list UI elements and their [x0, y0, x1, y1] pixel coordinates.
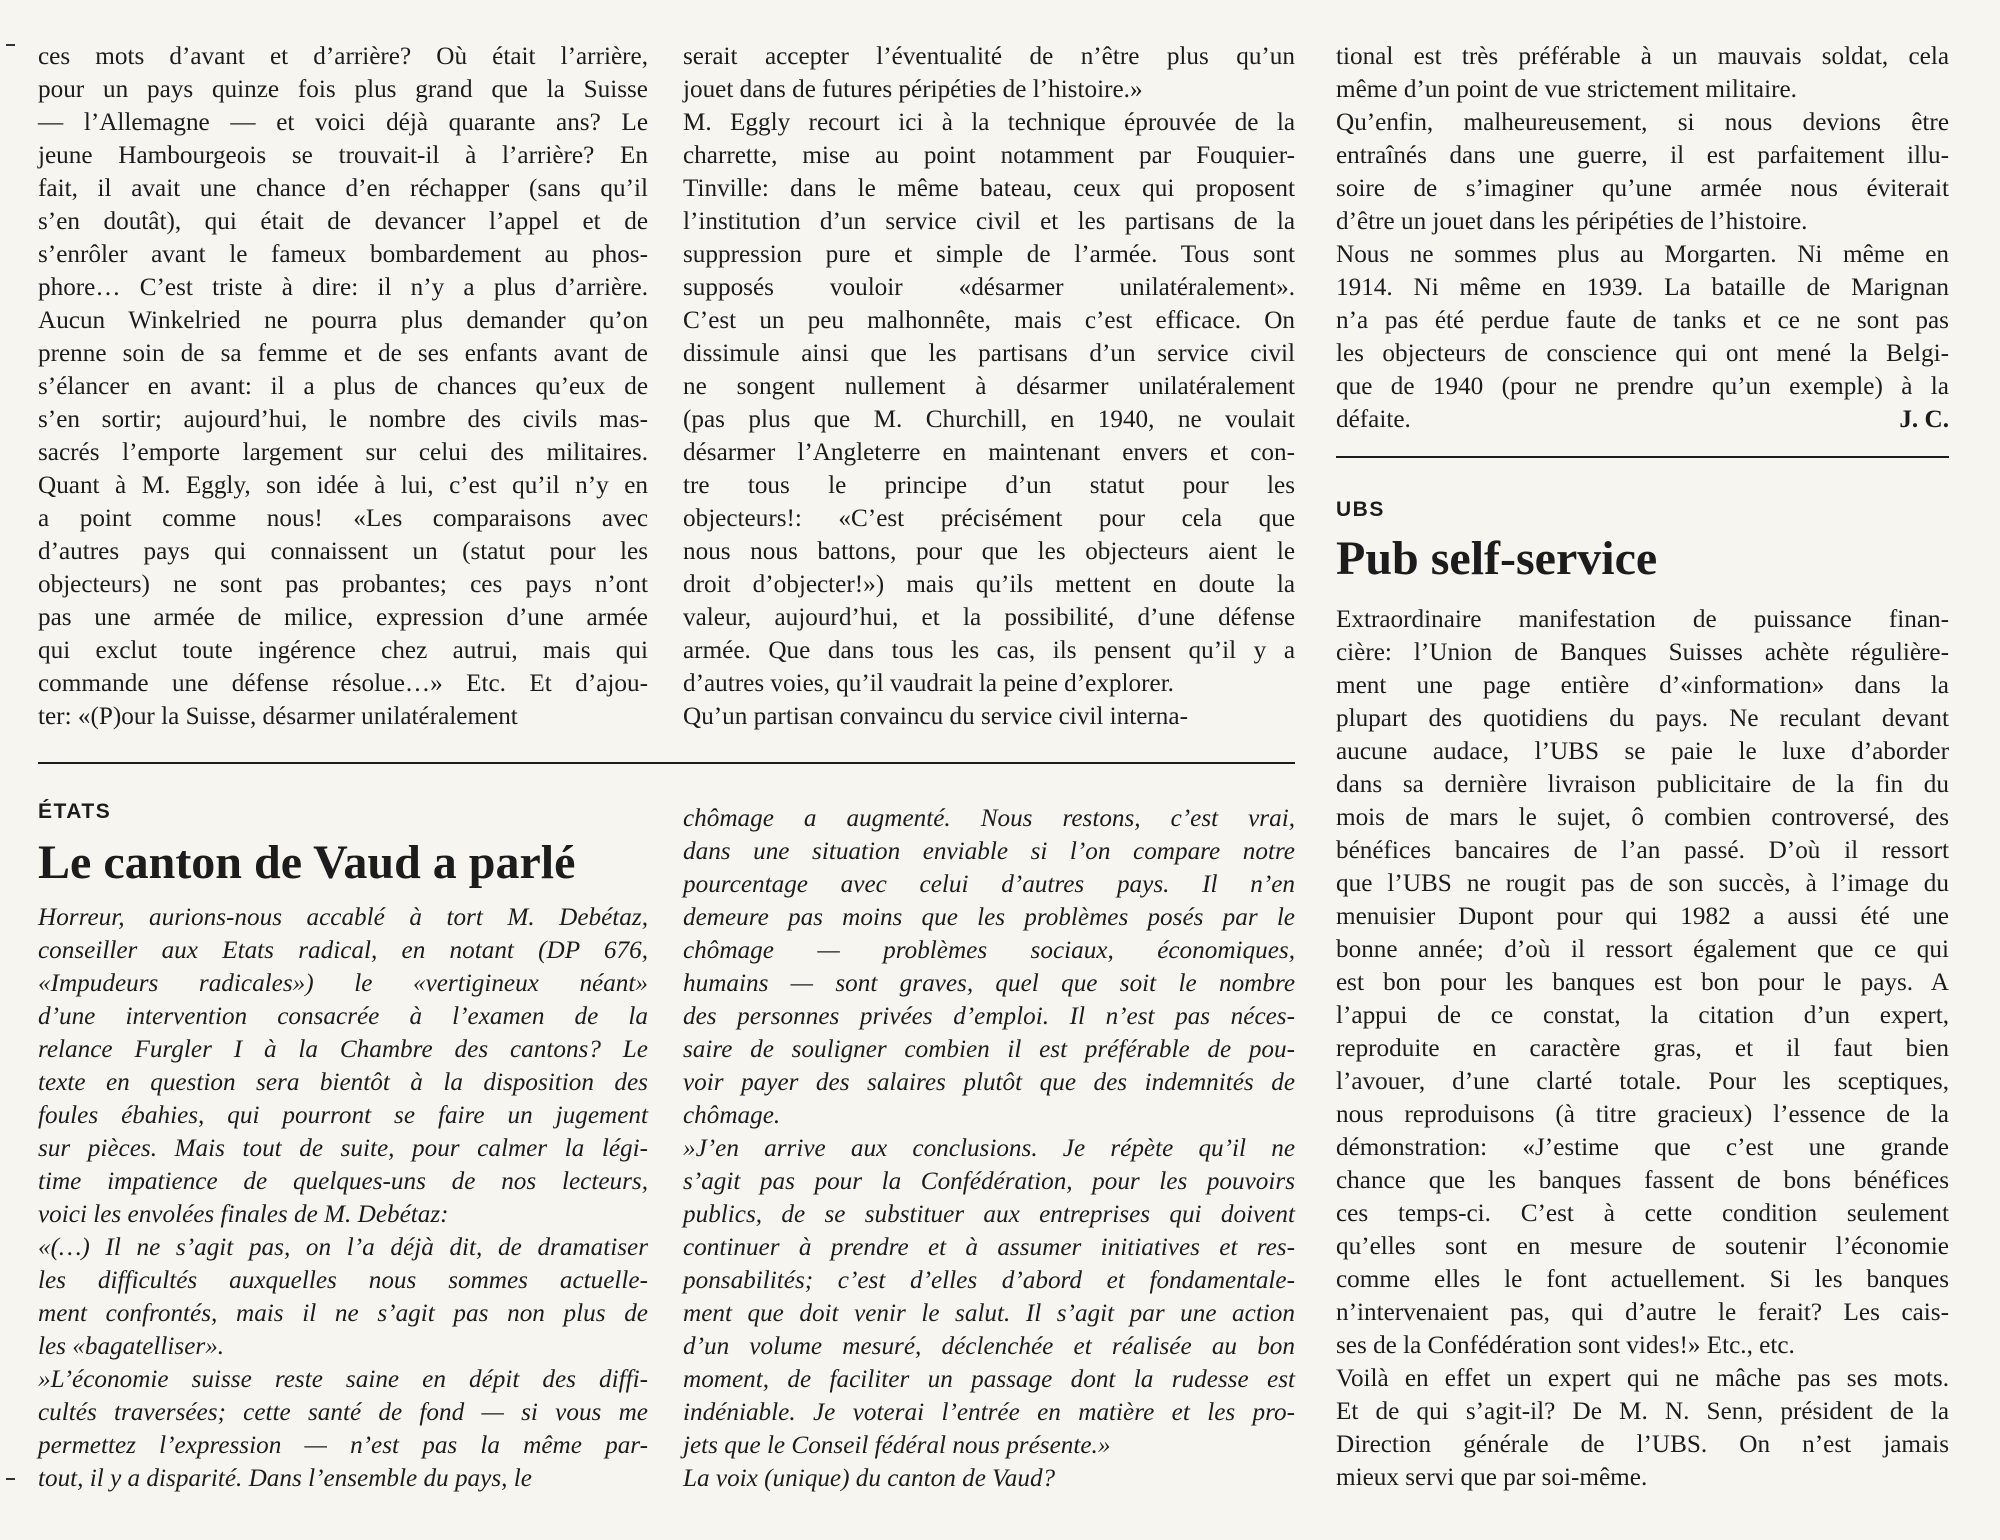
- text-line: »L’économie suisse reste saine en dépit des diffi-: [38, 1366, 648, 1393]
- text-line: pour un pays quinze fois plus grand que la Suisse: [38, 76, 648, 103]
- text-line: relance Furgler I à la Chambre des cantons? Le: [38, 1036, 648, 1063]
- text-line: n’a pas été perdue faute de tanks et ce ne sont pas: [1336, 307, 1949, 334]
- text-line: charrette, mise au point notamment par Fouquier-: [683, 142, 1295, 169]
- text-line: fait, il avait une chance d’en réchapper (sans qu’il: [38, 175, 648, 202]
- text-line: d’autres voies, qu’il vaudrait la peine d’explorer.: [683, 670, 1174, 697]
- text-line: chômage — problèmes sociaux, économiques,: [683, 937, 1295, 964]
- text-line: moment, de faciliter un passage dont la rudesse est: [683, 1366, 1295, 1393]
- text-line: humains — sont graves, quel que soit le nombre: [683, 970, 1295, 997]
- text-line: supposés vouloir «désarmer unilatéralement».: [683, 274, 1295, 301]
- text-line: pourcentage avec celui d’autres pays. Il n’en: [683, 871, 1295, 898]
- text-line: ces temps-ci. C’est à cette condition seulement: [1336, 1200, 1949, 1227]
- text-line: serait accepter l’éventualité de n’être plus qu’un: [683, 43, 1295, 70]
- text-line: texte en question sera bientôt à la disposition des: [38, 1069, 648, 1096]
- text-line: aucune audace, l’UBS se paie le luxe d’aborder: [1336, 738, 1949, 765]
- text-line: tional est très préférable à un mauvais soldat, cela: [1336, 43, 1949, 70]
- text-line: les difficultés auxquelles nous sommes actuelle-: [38, 1267, 648, 1294]
- etats-headline: Le canton de Vaud a parlé: [38, 836, 576, 889]
- text-line: bonne année; d’où il ressort également que ce qui: [1336, 936, 1949, 963]
- text-line: s’en sortir; aujourd’hui, le nombre des civils mas-: [38, 406, 648, 433]
- text-line: Quant à M. Eggly, son idée à lui, c’est qu’il n’y en: [38, 472, 648, 499]
- text-line: qu’elles sont en mesure de soutenir l’économie: [1336, 1233, 1949, 1260]
- text-line: sacrés l’emporte largement sur celui des militaires.: [38, 439, 648, 466]
- text-line: tre tous le principe d’un statut pour les: [683, 472, 1295, 499]
- text-line: demeure pas moins que les problèmes posés par le: [683, 904, 1295, 931]
- text-line: que de 1940 (pour ne prendre qu’un exemple) à la: [1336, 373, 1949, 400]
- text-line: Et de qui s’agit-il? De M. N. Senn, président de la: [1336, 1398, 1949, 1425]
- text-line: des personnes privées d’emploi. Il n’est pas néces-: [683, 1003, 1295, 1030]
- text-line: Voilà en effet un expert qui ne mâche pas ses mots.: [1336, 1365, 1949, 1392]
- text-line: l’avouer, d’une clarté totale. Pour les sceptiques,: [1336, 1068, 1949, 1095]
- text-line: dans sa dernière livraison publicitaire de la fin du: [1336, 771, 1949, 798]
- text-line: que l’UBS ne rougit pas de son succès, à l’image du: [1336, 870, 1949, 897]
- text-line: ment une page entière d’«information» dans la: [1336, 672, 1949, 699]
- text-line: chômage a augmenté. Nous restons, c’est vrai,: [683, 805, 1295, 832]
- text-line: Direction générale de l’UBS. On n’est jamais: [1336, 1431, 1949, 1458]
- text-line: d’une intervention consacrée à l’examen de la: [38, 1003, 648, 1030]
- text-line: Horreur, aurions-nous accablé à tort M. Debétaz,: [38, 904, 648, 931]
- margin-tick-bottom: [6, 1478, 15, 1480]
- text-line: 1914. Ni même en 1939. La bataille de Marignan: [1336, 274, 1949, 301]
- text-line: droit d’objecter!») mais qu’ils mettent en doute la: [683, 571, 1295, 598]
- text-line: entraînés dans une guerre, il est parfaitement illu-: [1336, 142, 1949, 169]
- text-line: continuer à prendre et à assumer initiatives et res-: [683, 1234, 1295, 1261]
- text-line: foules ébahies, qui pourront se faire un jugement: [38, 1102, 648, 1129]
- signature: J. C.: [1899, 406, 1949, 433]
- ubs-kicker: UBS: [1336, 498, 1385, 521]
- text-line: tout, il y a disparité. Dans l’ensemble du pays, le: [38, 1465, 532, 1492]
- text-line: dissimule ainsi que les partisans d’un service civil: [683, 340, 1295, 367]
- text-line: «Impudeurs radicales») le «vertigineux néant»: [38, 970, 648, 997]
- text-line: — l’Allemagne — et voici déjà quarante ans? Le: [38, 109, 648, 136]
- text-line: permettez l’expression — n’est pas la même par-: [38, 1432, 648, 1459]
- text-line: s’enrôler avant le fameux bombardement au phos-: [38, 241, 648, 268]
- text-line: ne songent nullement à désarmer unilatéralement: [683, 373, 1295, 400]
- text-line: Extraordinaire manifestation de puissance finan-: [1336, 606, 1949, 633]
- text-line: ses de la Confédération sont vides!» Etc., etc.: [1336, 1332, 1795, 1359]
- text-line: d’un volume mesuré, déclenchée et réalisée au bon: [683, 1333, 1295, 1360]
- text-line: Tinville: dans le même bateau, ceux qui proposent: [683, 175, 1295, 202]
- text-line: mieux servi que par soi-même.: [1336, 1464, 1648, 1491]
- text-line: indéniable. Je voterai l’entrée en matière et les pro-: [683, 1399, 1295, 1426]
- text-line: s’élancer en avant: il a plus de chances qu’eux de: [38, 373, 648, 400]
- text-line: time impatience de quelques-uns de nos lecteurs,: [38, 1168, 648, 1195]
- text-line: l’institution d’un service civil et les partisans de la: [683, 208, 1295, 235]
- text-line: est bon pour les banques est bon pour le pays. A: [1336, 969, 1949, 996]
- text-line: La voix (unique) du canton de Vaud?: [683, 1465, 1056, 1492]
- text-line: les «bagatelliser».: [38, 1333, 225, 1360]
- text-line: ment confrontés, mais il ne s’agit pas non plus de: [38, 1300, 648, 1327]
- text-line: objecteurs!: «C’est précisément pour cela que: [683, 505, 1295, 532]
- margin-tick-top: [6, 44, 15, 46]
- text-line: cière: l’Union de Banques Suisses achète régulière-: [1336, 639, 1949, 666]
- text-line: menuisier Dupont pour qui 1982 a aussi été une: [1336, 903, 1949, 930]
- text-line: dans une situation enviable si l’on compare notre: [683, 838, 1295, 865]
- text-line: Aucun Winkelried ne pourra plus demander qu’on: [38, 307, 648, 334]
- text-line: chômage.: [683, 1102, 781, 1129]
- text-line: M. Eggly recourt ici à la technique éprouvée de la: [683, 109, 1295, 136]
- text-line: plupart des quotidiens du pays. Ne reculant devant: [1336, 705, 1949, 732]
- text-line: commande une défense résolue…» Etc. Et d’ajou-: [38, 670, 648, 697]
- text-line: jets que le Conseil fédéral nous présente.»: [683, 1432, 1111, 1459]
- ubs-headline: Pub self-service: [1336, 532, 1658, 585]
- text-line: nous reproduisons (à titre gracieux) l’essence de la: [1336, 1101, 1949, 1128]
- text-line: reproduite en caractère gras, et il faut bien: [1336, 1035, 1949, 1062]
- text-line: bénéfices bancaires de l’an passé. D’où il ressort: [1336, 837, 1949, 864]
- text-line: voici les envolées finales de M. Debétaz:: [38, 1201, 449, 1228]
- divider-right-column: [1336, 456, 1949, 458]
- text-line: chance que les banques fassent de bons bénéfices: [1336, 1167, 1949, 1194]
- text-line: »J’en arrive aux conclusions. Je répète qu’il ne: [683, 1135, 1295, 1162]
- text-line: ter: «(P)our la Suisse, désarmer unilatéralement: [38, 703, 518, 730]
- text-line: ponsabilités; c’est d’elles d’abord et fondamentale-: [683, 1267, 1295, 1294]
- text-line: prenne soin de sa femme et de ses enfants avant de: [38, 340, 648, 367]
- text-line: ment que doit venir le salut. Il s’agit par une action: [683, 1300, 1295, 1327]
- text-line: s’en doutât), qui était de devancer l’appel et de: [38, 208, 648, 235]
- text-line: les objecteurs de conscience qui ont mené la Belgi-: [1336, 340, 1949, 367]
- text-line: «(…) Il ne s’agit pas, on l’a déjà dit, de dramatiser: [38, 1234, 648, 1261]
- text-line: mois de mars le sujet, ô combien controversé, des: [1336, 804, 1949, 831]
- etats-kicker: ÉTATS: [38, 800, 112, 823]
- text-line: jouet dans de futures péripéties de l’histoire.»: [683, 76, 1143, 103]
- text-line: pas une armée de milice, expression d’une armée: [38, 604, 648, 631]
- text-line: sur pièces. Mais tout de suite, pour calmer la légi-: [38, 1135, 648, 1162]
- text-line: ces mots d’avant et d’arrière? Où était l’arrière,: [38, 43, 648, 70]
- text-line: voir payer des salaires plutôt que des indemnités de: [683, 1069, 1295, 1096]
- text-line: défaite.: [1336, 406, 1411, 433]
- text-line: Nous ne sommes plus au Morgarten. Ni même en: [1336, 241, 1949, 268]
- text-line: nous nous battons, pour que les objecteurs aient le: [683, 538, 1295, 565]
- text-line: soire de s’imaginer qu’une armée nous éviterait: [1336, 175, 1949, 202]
- text-line: même d’un point de vue strictement militaire.: [1336, 76, 1797, 103]
- text-line: publics, de se substituer aux entreprises qui doivent: [683, 1201, 1295, 1228]
- text-line: l’appui de ce constat, la citation d’un expert,: [1336, 1002, 1949, 1029]
- text-line: Qu’un partisan convaincu du service civil interna-: [683, 703, 1188, 730]
- text-line: (pas plus que M. Churchill, en 1940, ne voulait: [683, 406, 1295, 433]
- text-line: comme elles le font actuellement. Si les banques: [1336, 1266, 1949, 1293]
- text-line: armée. Que dans tous les cas, ils pensent qu’il y a: [683, 637, 1295, 664]
- text-line: C’est un peu malhonnête, mais c’est efficace. On: [683, 307, 1295, 334]
- text-line: jeune Hambourgeois se trouvait-il à l’arrière? En: [38, 142, 648, 169]
- text-line: suppression pure et simple de l’armée. Tous sont: [683, 241, 1295, 268]
- text-line: a point comme nous! «Les comparaisons avec: [38, 505, 648, 532]
- text-line: démonstration: «J’estime que c’est une grande: [1336, 1134, 1949, 1161]
- text-line: valeur, aujourd’hui, et la possibilité, d’une défense: [683, 604, 1295, 631]
- text-line: cultés traversées; cette santé de fond — si vous me: [38, 1399, 648, 1426]
- text-line: d’autres pays qui connaissent un (statut pour les: [38, 538, 648, 565]
- divider-top-article: [38, 762, 1295, 764]
- text-line: objecteurs) ne sont pas probantes; ces pays n’ont: [38, 571, 648, 598]
- text-line: qui exclut toute ingérence chez autrui, mais qui: [38, 637, 648, 664]
- text-line: Qu’enfin, malheureusement, si nous devions être: [1336, 109, 1949, 136]
- text-line: conseiller aux Etats radical, en notant (DP 676,: [38, 937, 648, 964]
- text-line: s’agit pas pour la Confédération, pour les pouvoirs: [683, 1168, 1295, 1195]
- text-line: désarmer l’Angleterre en maintenant envers et con-: [683, 439, 1295, 466]
- text-line: saire de souligner combien il est préférable de pou-: [683, 1036, 1295, 1063]
- text-line: n’intervenaient pas, qui d’autre le ferait? Les cais-: [1336, 1299, 1949, 1326]
- text-line: d’être un jouet dans les péripéties de l’histoire.: [1336, 208, 1808, 235]
- text-line: phore… C’est triste à dire: il n’y a plus d’arrière.: [38, 274, 648, 301]
